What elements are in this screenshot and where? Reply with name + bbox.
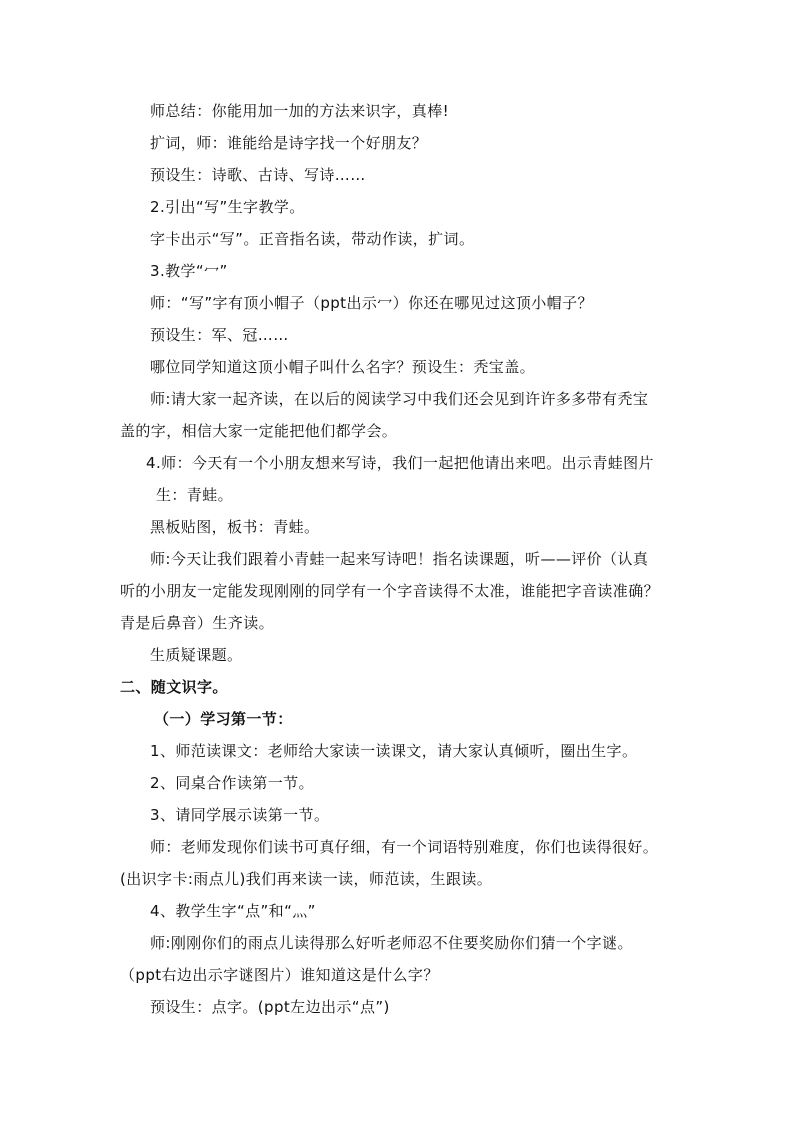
paragraph-line: 1、师范读课文：老师给大家读一读课文，请大家认真倾听，圈出生字。 — [150, 742, 638, 760]
paragraph-line: 听的小朋友一定能发现刚刚的同学有一个字音读得不太准，谁能把字音读准确？ — [120, 582, 660, 600]
paragraph-line: 2.引出“写”生字教学。 — [150, 198, 305, 216]
section-heading: 二、随文识字。 — [120, 678, 228, 696]
paragraph-line: 师:请大家一起齐读，在以后的阅读学习中我们还会见到许许多多带有秃宝 — [150, 390, 649, 408]
subsection-heading: （一）学习第一节： — [154, 710, 293, 728]
paragraph-line: 4、教学生字“点”和“灬” — [150, 902, 316, 920]
paragraph-line: 黑板贴图，板书：青蛙。 — [150, 518, 320, 536]
paragraph-line: 生质疑课题。 — [150, 646, 243, 664]
paragraph-line: 字卡出示“写”。正音指名读，带动作读，扩词。 — [150, 230, 475, 248]
paragraph-line: 3、请同学展示读第一节。 — [150, 806, 330, 824]
paragraph-line: 师:刚刚你们的雨点儿读得那么好听老师忍不住要奖励你们猜一个字谜。 — [150, 934, 633, 952]
paragraph-line: 青是后鼻音）生齐读。 — [120, 614, 275, 632]
paragraph-line: 预设生：诗歌、古诗、写诗…… — [150, 166, 366, 184]
paragraph-line: 预设生：军、冠…… — [150, 326, 289, 344]
paragraph-line: 3.教学“冖” — [150, 262, 228, 280]
paragraph-line: 师总结：你能用加一加的方法来识字，真棒! — [150, 102, 450, 120]
paragraph-line: 预设生：点字。(ppt左边出示“点”) — [150, 998, 390, 1016]
paragraph-line: 师：“写”字有顶小帽子（ppt出示冖）你还在哪见过这顶小帽子？ — [150, 294, 593, 312]
paragraph-line: 扩词，师：谁能给是诗字找一个好朋友？ — [150, 134, 428, 152]
paragraph-line: (出识字卡:雨点儿)我们再来读一读，师范读，生跟读。 — [120, 870, 493, 888]
paragraph-line: 哪位同学知道这顶小帽子叫什么名字？预设生：秃宝盖。 — [150, 358, 536, 376]
paragraph-line: 师:今天让我们跟着小青蛙一起来写诗吧！指名读课题，听——评价（认真 — [150, 550, 649, 568]
paragraph-line: 2、同桌合作读第一节。 — [150, 774, 314, 792]
paragraph-line: 4.师：今天有一个小朋友想来写诗，我们一起把他请出来吧。出示青蛙图片 — [146, 454, 654, 472]
paragraph-line: 盖的字，相信大家一定能把他们都学会。 — [120, 422, 398, 440]
paragraph-line: 师：老师发现你们读书可真仔细，有一个词语特别难度，你们也读得很好。 — [150, 838, 659, 856]
paragraph-line: 生：青蛙。 — [156, 486, 234, 504]
paragraph-line: （ppt右边出示字谜图片）谁知道这是什么字？ — [120, 966, 439, 984]
